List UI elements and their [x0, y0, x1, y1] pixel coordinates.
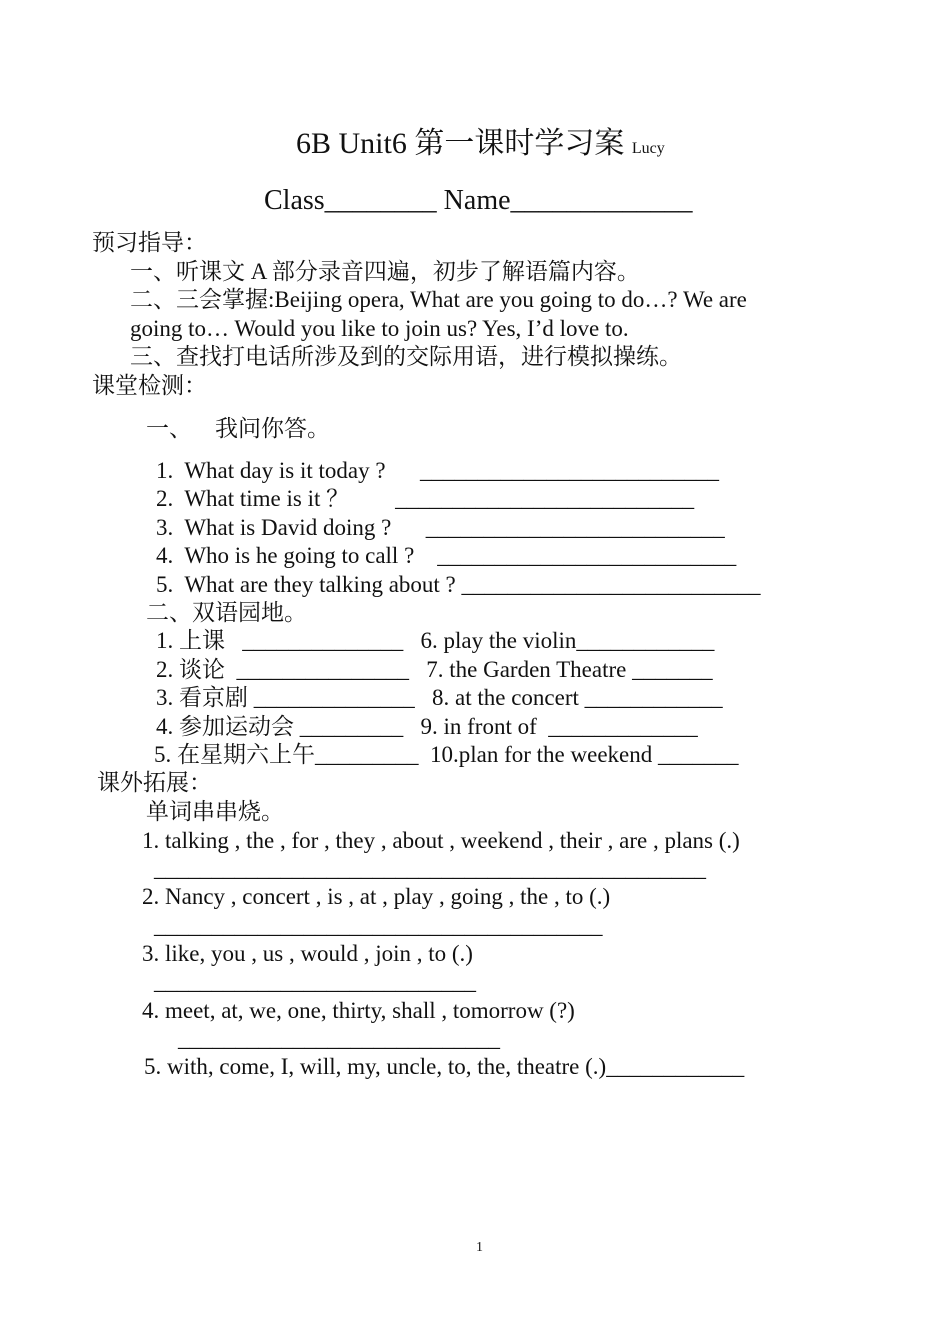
preview-item: 二、三会掌握:Beijing opera, What are you going to do…? We are — [130, 287, 747, 312]
section-title: 二、双语园地。 — [146, 600, 307, 625]
extension-heading: 课外拓展： — [97, 770, 212, 795]
section-title: 一、 我问你答。 — [146, 416, 330, 441]
question-row: 5. What are they talking about ? __________________________ — [156, 572, 761, 597]
answer-line: ____________________________ — [154, 969, 476, 994]
sentence-item: 1. talking , the , for , they , about , weekend , their , are , plans (.) — [142, 828, 740, 853]
bilingual-row: 4. 参加运动会 _________ 9. in front of _____________ — [156, 714, 698, 739]
question-row: 1. What day is it today ? __________________________ — [156, 458, 720, 483]
sentence-item: 5. with, come, I, will, my, uncle, to, the, theatre (.)____________ — [144, 1054, 745, 1079]
sentence-item: 4. meet, at, we, one, thirty, shall , tomorrow (?) — [142, 998, 575, 1023]
class-name-line: Class________ Name_____________ — [264, 185, 693, 216]
question-row: 4. Who is he going to call ? __________________________ — [156, 543, 737, 568]
classroom-heading: 课堂检测： — [92, 373, 207, 398]
question-row: 3. What is David doing ? __________________________ — [156, 515, 725, 540]
author-name: Lucy — [631, 140, 665, 157]
answer-line: _______________________________________ — [154, 913, 603, 938]
preview-heading: 预习指导： — [92, 230, 207, 255]
page-title: 6B Unit6 第一课时学习案 Lucy — [296, 127, 665, 160]
answer-line: ________________________________________________ — [154, 856, 706, 881]
sentence-item: 2. Nancy , concert , is , at , play , going , the , to (.) — [142, 884, 611, 909]
extension-subtitle: 单词串串烧。 — [146, 799, 284, 824]
sentence-item: 3. like, you , us , would , join , to (.) — [142, 941, 473, 966]
preview-item: 三、查找打电话所涉及到的交际用语，进行模拟操练。 — [130, 344, 682, 369]
answer-line: ____________________________ — [178, 1026, 500, 1051]
preview-item: 一、听课文 A 部分录音四遍，初步了解语篇内容。 — [130, 259, 640, 284]
bilingual-row: 5. 在星期六上午_________ 10.plan for the weekend _______ — [154, 742, 739, 767]
page-number: 1 — [476, 1240, 483, 1255]
bilingual-row: 2. 谈论 _______________ 7. the Garden Theatre _______ — [156, 657, 713, 682]
preview-item: going to… Would you like to join us? Yes, I’d love to. — [130, 316, 629, 341]
bilingual-row: 1. 上课 ______________ 6. play the violin____________ — [156, 628, 715, 653]
bilingual-row: 3. 看京剧 ______________ 8. at the concert ____________ — [156, 685, 723, 710]
question-row: 2. What time is it ？ __________________________ — [156, 486, 695, 511]
